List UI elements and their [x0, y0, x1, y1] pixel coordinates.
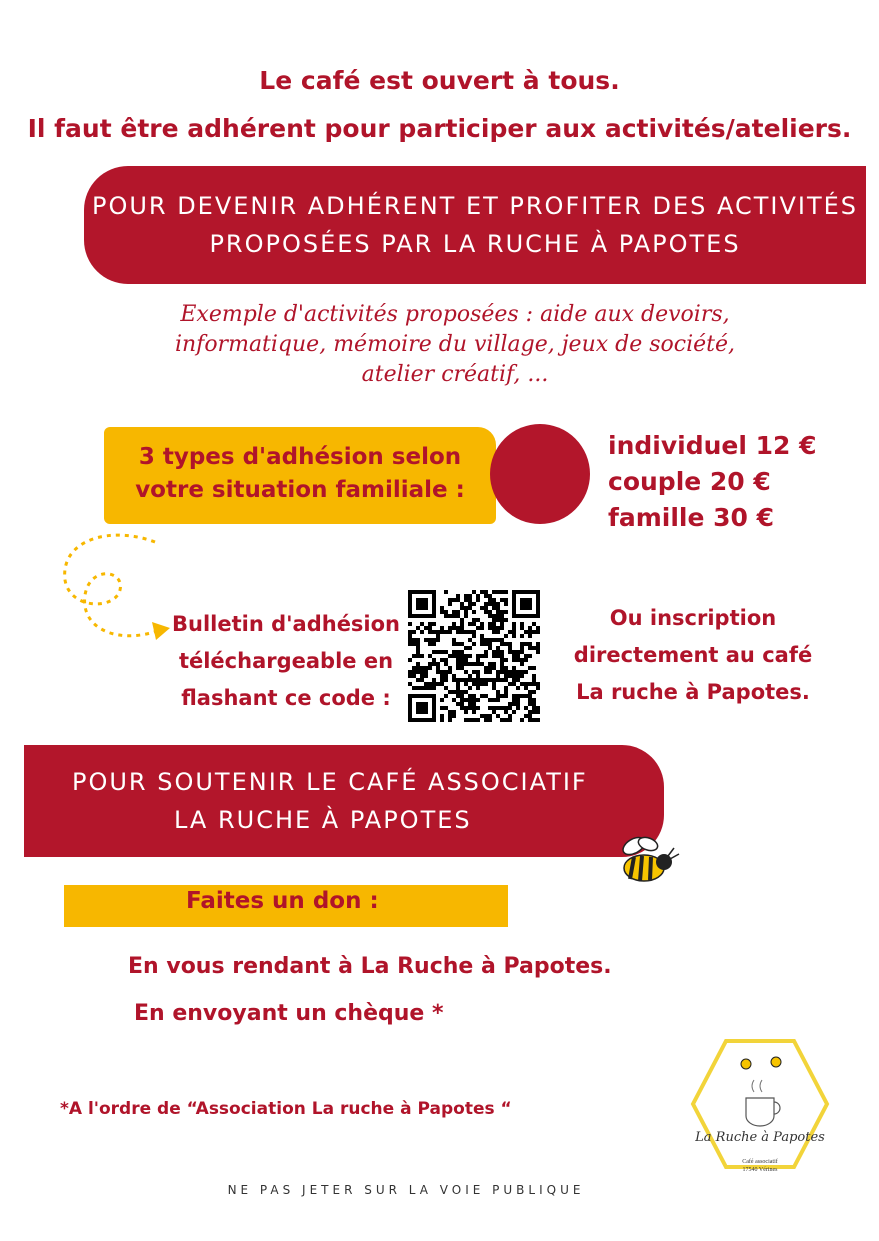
- price-individual: individuel 12 €: [608, 431, 817, 460]
- logo-subtitle: [690, 1158, 830, 1174]
- membership-banner: [84, 166, 866, 284]
- support-banner-line-1: POUR SOUTENIR LE CAFÉ ASSOCIATIF: [72, 768, 588, 796]
- inscription-line-2: directement au café: [573, 643, 813, 667]
- price-list: [608, 428, 817, 536]
- inscription-text: [568, 600, 818, 711]
- qr-code[interactable]: [408, 590, 540, 722]
- membership-types-box: [104, 427, 496, 524]
- inscription-line-3: La ruche à Papotes.: [576, 680, 810, 704]
- bulletin-text: [166, 606, 406, 717]
- donation-title: Faites un don :: [186, 888, 379, 914]
- activities-line-2: informatique, mémoire du village, jeux de société,: [174, 332, 736, 357]
- intro-line-2: Il faut être adhérent pour participer aux activités/ateliers.: [27, 114, 852, 143]
- membership-types-line-2: votre situation familiale :: [135, 477, 465, 503]
- membership-banner-line-1: POUR DEVENIR ADHÉRENT ET PROFITER DES ACTIVITÉS: [91, 192, 859, 220]
- donation-line-2: En envoyant un chèque *: [134, 1001, 444, 1026]
- inscription-line-1: Ou inscription: [609, 606, 777, 630]
- membership-types-line-1: 3 types d'adhésion selon: [138, 444, 462, 470]
- donation-line-1: En vous rendant à La Ruche à Papotes.: [128, 954, 612, 979]
- dotted-arrow-icon: [40, 530, 180, 665]
- decorative-circle: [490, 424, 590, 524]
- logo-name: La Ruche à Papotes: [695, 1130, 825, 1145]
- logo-sub-line-2: 17540 Vérines: [742, 1167, 778, 1173]
- activities-line-3: atelier créatif, ...: [361, 362, 549, 387]
- logo-sub-line-1: Café associatif: [742, 1159, 778, 1165]
- cheque-note: *A l'ordre de “Association La ruche à Papotes “: [60, 1099, 512, 1119]
- footer-notice: NE PAS JETER SUR LA VOIE PUBLIQUE: [227, 1183, 585, 1197]
- support-banner-line-2: LA RUCHE À PAPOTES: [174, 806, 472, 834]
- logo-hexagon-icon: [690, 1038, 830, 1170]
- intro-line-1: Le café est ouvert à tous.: [259, 66, 620, 95]
- bulletin-line-3: flashant ce code :: [181, 686, 391, 710]
- bee-icon: [612, 832, 682, 890]
- bulletin-line-1: Bulletin d'adhésion: [171, 612, 401, 636]
- activities-line-1: Exemple d'activités proposées : aide aux devoirs,: [180, 302, 730, 327]
- support-banner: [24, 745, 664, 857]
- price-family: famille 30 €: [608, 503, 775, 532]
- bulletin-line-2: téléchargeable en: [178, 649, 394, 673]
- membership-banner-line-2: PROPOSÉES PAR LA RUCHE À PAPOTES: [209, 230, 741, 258]
- price-couple: couple 20 €: [608, 467, 771, 496]
